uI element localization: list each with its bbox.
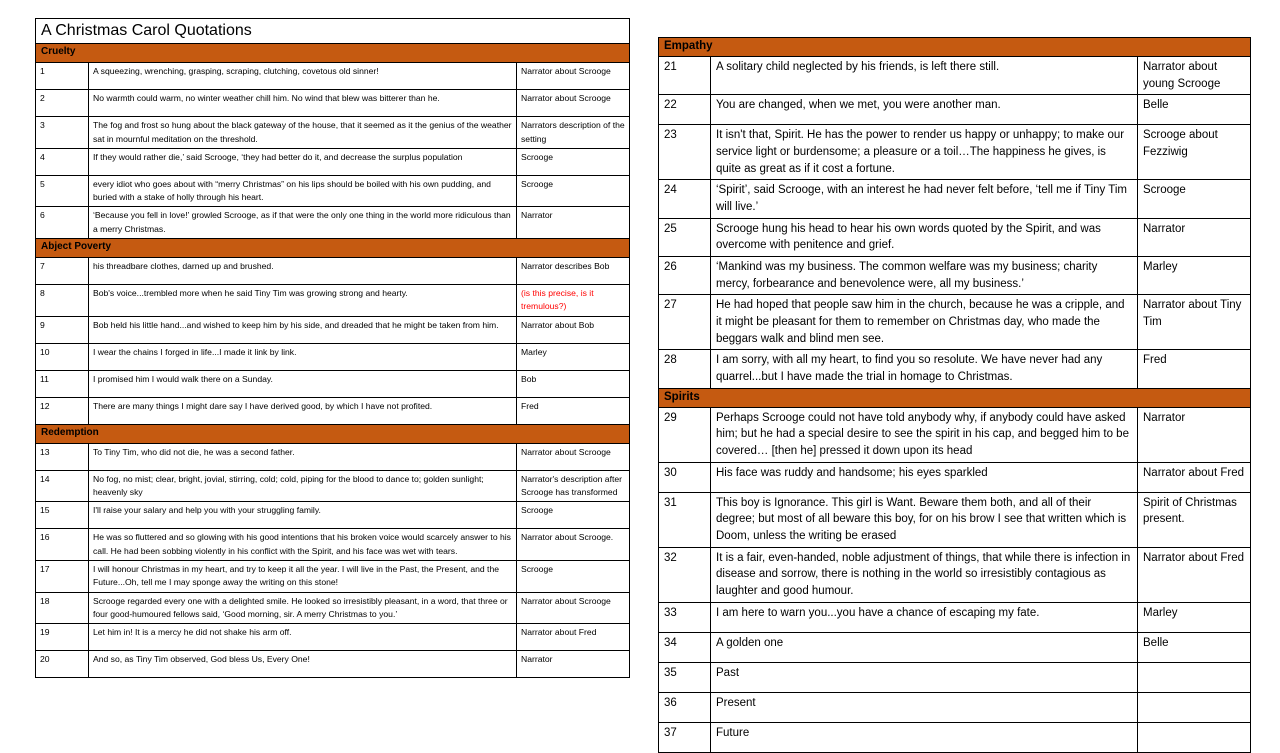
quote-number: 15 (36, 502, 89, 529)
quote-number: 22 (659, 95, 711, 125)
quote-row (36, 502, 630, 529)
section-header: Empathy (659, 38, 1251, 57)
quotations-table-left (35, 18, 630, 678)
quote-number: 18 (36, 592, 89, 624)
quote-attribution: Narrator (517, 651, 630, 678)
quote-text: You are changed, when we met, you were another man. (711, 95, 1138, 125)
quote-text: It is a fair, even-handed, noble adjustment of things, that while there is infection in disease and sorrow, there is nothing in the world so irresistibly contagious as laughter and good humour. (711, 547, 1138, 602)
quote-attribution: Scrooge (517, 560, 630, 592)
quote-text: A squeezing, wrenching, grasping, scraping, clutching, covetous old sinner! (89, 63, 517, 90)
quote-row (36, 443, 630, 470)
quote-row (36, 470, 630, 502)
quote-attribution: (is this precise, is it tremulous?) (517, 285, 630, 317)
quote-attribution: Narrator about Scrooge (517, 63, 630, 90)
quote-number: 11 (36, 370, 89, 397)
quote-row (659, 180, 1251, 218)
quote-row (659, 692, 1251, 722)
quote-number: 33 (659, 602, 711, 632)
section-header-row (36, 239, 630, 258)
quote-number: 26 (659, 257, 711, 295)
quote-text: I am sorry, with all my heart, to find you so resolute. We have never had any quarrel...but I have made the trial in homage to Christmas. (711, 350, 1138, 388)
quote-text: This boy is Ignorance. This girl is Want. Beware them both, and all of their degree; but most of all beware this boy, for on his brow I see that written which is Doom, unless the writing be erased (711, 492, 1138, 547)
quote-number: 8 (36, 285, 89, 317)
quote-attribution: Narrator about Scrooge. (517, 529, 630, 561)
quote-attribution: Narrator about Scrooge (517, 90, 630, 117)
quote-attribution: Narrator about Fred (1138, 462, 1251, 492)
quote-row (659, 257, 1251, 295)
quote-text: Past (711, 662, 1138, 692)
quote-attribution: Marley (517, 343, 630, 370)
quote-text: There are many things I might dare say I have derived good, by which I have not profited. (89, 397, 517, 424)
quote-text: his threadbare clothes, darned up and brushed. (89, 258, 517, 285)
quote-row (36, 592, 630, 624)
quote-number: 7 (36, 258, 89, 285)
quote-row (659, 722, 1251, 752)
quote-row (36, 207, 630, 239)
quote-row (659, 492, 1251, 547)
quote-text: Bob held his little hand...and wished to keep him by his side, and dreaded that he might be taken from him. (89, 316, 517, 343)
quote-text: Scrooge regarded every one with a delighted smile. He looked so irresistibly pleasant, in a word, that three or four good-humoured fellows said, ‘Good morning, sir. A merry Christmas to you.’ (89, 592, 517, 624)
quote-text: He had hoped that people saw him in the church, because he was a cripple, and it might be pleasant for them to remember on Christmas day, who made the beggars walk and blind men see. (711, 295, 1138, 350)
quote-number: 5 (36, 175, 89, 207)
quote-row (36, 175, 630, 207)
section-header: Cruelty (36, 44, 630, 63)
quote-text: A solitary child neglected by his friends, is left there still. (711, 57, 1138, 95)
document-title: A Christmas Carol Quotations (36, 19, 630, 44)
quote-row (659, 295, 1251, 350)
quote-number: 19 (36, 624, 89, 651)
quote-attribution: Narrator's description after Scrooge has transformed (517, 470, 630, 502)
quote-row (659, 462, 1251, 492)
quote-row (36, 529, 630, 561)
quote-number: 37 (659, 722, 711, 752)
quote-text: The fog and frost so hung about the black gateway of the house, that it seemed as it the genius of the weather sat in mournful meditation on the threshold. (89, 117, 517, 149)
quote-text: A golden one (711, 632, 1138, 662)
quote-attribution (1138, 692, 1251, 722)
quote-row (36, 90, 630, 117)
quote-row (36, 316, 630, 343)
quote-text: If they would rather die,’ said Scrooge, ‘they had better do it, and decrease the surplus population (89, 148, 517, 175)
quote-attribution: Marley (1138, 602, 1251, 632)
quote-number: 34 (659, 632, 711, 662)
quote-attribution (1138, 662, 1251, 692)
quote-number: 2 (36, 90, 89, 117)
quote-text: Let him in! It is a mercy he did not shake his arm off. (89, 624, 517, 651)
quote-text: He was so fluttered and so glowing with his good intentions that his broken voice would scarcely answer to his call. He had been sobbing violently in his conflict with the Spirit, and his face was wet with tears. (89, 529, 517, 561)
quote-row (36, 370, 630, 397)
quote-attribution: Scrooge (1138, 180, 1251, 218)
quote-row (36, 117, 630, 149)
quote-row (659, 407, 1251, 462)
quote-number: 36 (659, 692, 711, 722)
quote-row (36, 624, 630, 651)
quote-text: I will honour Christmas in my heart, and try to keep it all the year. I will live in the Past, the Present, and the Future...Oh, tell me I may sponge away the writing on this stone! (89, 560, 517, 592)
quote-attribution (1138, 722, 1251, 752)
quote-number: 12 (36, 397, 89, 424)
quote-number: 13 (36, 443, 89, 470)
quote-row (36, 343, 630, 370)
quote-row (36, 63, 630, 90)
quote-number: 10 (36, 343, 89, 370)
quote-attribution: Narrator about Fred (1138, 547, 1251, 602)
quote-number: 17 (36, 560, 89, 592)
quotations-table-right (658, 37, 1251, 753)
quote-number: 27 (659, 295, 711, 350)
section-header-row (659, 38, 1251, 57)
quote-attribution: Narrator (517, 207, 630, 239)
quote-row (36, 148, 630, 175)
quote-number: 32 (659, 547, 711, 602)
quote-row (36, 285, 630, 317)
quote-row (36, 258, 630, 285)
quote-number: 21 (659, 57, 711, 95)
quote-row (659, 602, 1251, 632)
quote-text: ‘Mankind was my business. The common welfare was my business; charity mercy, forbearance and benevolence were, all my business.’ (711, 257, 1138, 295)
quote-text: ‘Because you fell in love!’ growled Scrooge, as if that were the only one thing in the world more ridiculous than a merry Christmas. (89, 207, 517, 239)
quote-text: I am here to warn you...you have a chance of escaping my fate. (711, 602, 1138, 632)
quote-attribution: Narrator about Bob (517, 316, 630, 343)
quote-text: Perhaps Scrooge could not have told anybody why, if anybody could have asked him; but he had a special desire to see the spirit in his cap, and begged him to be covered… [then he] pressed it down upon its head (711, 407, 1138, 462)
quote-number: 25 (659, 218, 711, 256)
quote-text: And so, as Tiny Tim observed, God bless Us, Every One! (89, 651, 517, 678)
quote-number: 35 (659, 662, 711, 692)
quote-text: I wear the chains I forged in life...I made it link by link. (89, 343, 517, 370)
section-header-row (36, 44, 630, 63)
quote-attribution: Narrator about Tiny Tim (1138, 295, 1251, 350)
quote-row (659, 662, 1251, 692)
section-header-row (36, 424, 630, 443)
quote-row (36, 397, 630, 424)
quote-text: No warmth could warm, no winter weather chill him. No wind that blew was bitterer than he. (89, 90, 517, 117)
quote-row (659, 350, 1251, 388)
quote-attribution: Spirit of Christmas present. (1138, 492, 1251, 547)
quote-attribution: Scrooge (517, 148, 630, 175)
quote-number: 29 (659, 407, 711, 462)
quote-row (659, 57, 1251, 95)
quote-attribution: Narrator (1138, 407, 1251, 462)
quote-attribution: Belle (1138, 632, 1251, 662)
quote-attribution: Bob (517, 370, 630, 397)
quote-text: His face was ruddy and handsome; his eyes sparkled (711, 462, 1138, 492)
quote-text: I promised him I would walk there on a Sunday. (89, 370, 517, 397)
quote-attribution: Scrooge (517, 175, 630, 207)
quote-text: To Tiny Tim, who did not die, he was a second father. (89, 443, 517, 470)
quote-attribution: Narrators description of the setting (517, 117, 630, 149)
quote-text: Scrooge hung his head to hear his own words quoted by the Spirit, and was overcome with penitence and grief. (711, 218, 1138, 256)
quote-attribution: Fred (517, 397, 630, 424)
quote-row (659, 95, 1251, 125)
quote-number: 16 (36, 529, 89, 561)
quote-attribution: Scrooge (517, 502, 630, 529)
quote-number: 4 (36, 148, 89, 175)
quote-number: 24 (659, 180, 711, 218)
quote-number: 6 (36, 207, 89, 239)
quote-number: 3 (36, 117, 89, 149)
quote-attribution: Narrator about Fred (517, 624, 630, 651)
quote-text: No fog, no mist; clear, bright, jovial, stirring, cold; cold, piping for the blood to dance to; golden sunlight; heavenly sky (89, 470, 517, 502)
section-header: Spirits (659, 388, 1251, 407)
section-header: Redemption (36, 424, 630, 443)
quote-row (36, 560, 630, 592)
quote-text: Bob's voice...trembled more when he said Tiny Tim was growing strong and hearty. (89, 285, 517, 317)
quote-attribution: Narrator describes Bob (517, 258, 630, 285)
quotations-table-left-body (36, 19, 630, 678)
quote-number: 14 (36, 470, 89, 502)
section-header: Abject Poverty (36, 239, 630, 258)
quote-attribution: Marley (1138, 257, 1251, 295)
quote-number: 9 (36, 316, 89, 343)
quote-number: 28 (659, 350, 711, 388)
quote-attribution: Narrator (1138, 218, 1251, 256)
quote-text: Present (711, 692, 1138, 722)
quote-row (659, 218, 1251, 256)
quote-text: every idiot who goes about with “merry Christmas” on his lips should be boiled with his own pudding, and buried with a stake of holly through his heart. (89, 175, 517, 207)
quote-attribution: Belle (1138, 95, 1251, 125)
quote-text: ‘Spirit’, said Scrooge, with an interest he had never felt before, ‘tell me if Tiny Tim will live.’ (711, 180, 1138, 218)
quote-number: 20 (36, 651, 89, 678)
quote-attribution: Narrator about young Scrooge (1138, 57, 1251, 95)
quote-number: 23 (659, 125, 711, 180)
quote-row (659, 125, 1251, 180)
quote-attribution: Scrooge about Fezziwig (1138, 125, 1251, 180)
quote-text: It isn't that, Spirit. He has the power to render us happy or unhappy; to make our service light or burdensome; a pleasure or a toil…The happiness he gives, is quite as great as if it cost a fortune. (711, 125, 1138, 180)
quote-row (659, 632, 1251, 662)
quote-text: I'll raise your salary and help you with your struggling family. (89, 502, 517, 529)
quote-text: Future (711, 722, 1138, 752)
quote-number: 30 (659, 462, 711, 492)
quotations-table-right-body (659, 38, 1251, 753)
quote-attribution: Fred (1138, 350, 1251, 388)
quote-number: 31 (659, 492, 711, 547)
quote-attribution: Narrator about Scrooge (517, 443, 630, 470)
quote-row (36, 651, 630, 678)
section-header-row (659, 388, 1251, 407)
quote-attribution: Narrator about Scrooge (517, 592, 630, 624)
quote-row (659, 547, 1251, 602)
quote-number: 1 (36, 63, 89, 90)
